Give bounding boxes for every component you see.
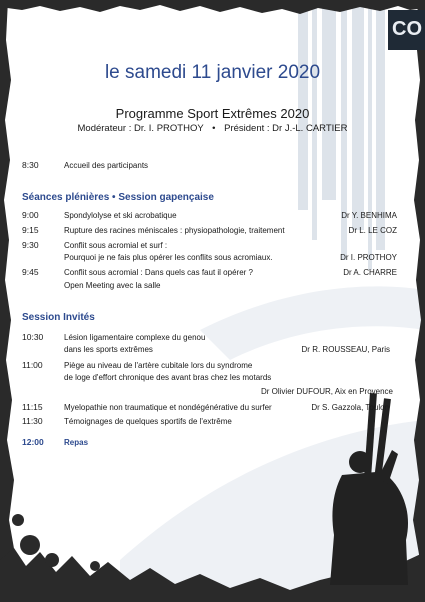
agenda-title: Rupture des racines méniscales : physiopathologie, traitement bbox=[64, 226, 285, 235]
opening-title: Accueil des participants bbox=[64, 161, 149, 170]
agenda-time: 11:15 bbox=[22, 402, 43, 412]
agenda-title-line2: Open Meeting avec la salle bbox=[64, 281, 161, 290]
corner-logo-text: CO bbox=[392, 18, 422, 40]
agenda-time: 11:00 bbox=[22, 360, 43, 370]
agenda-title: Lésion ligamentaire complexe du genou bbox=[64, 333, 206, 342]
agenda-time: 9:45 bbox=[22, 267, 39, 277]
agenda-title: Spondylolyse et ski acrobatique bbox=[64, 211, 177, 220]
opening-time: 8:30 bbox=[22, 160, 39, 170]
skier-silhouette bbox=[330, 393, 408, 585]
lunch-time: 12:00 bbox=[22, 437, 44, 447]
agenda-title: Conflit sous acromial : Dans quels cas faut il opérer ? bbox=[64, 268, 253, 277]
agenda-speaker: Dr A. CHARRE bbox=[343, 268, 397, 277]
agenda-time: 9:15 bbox=[22, 225, 39, 235]
section-heading-guests: Session Invités bbox=[22, 312, 95, 323]
agenda-speaker: Dr Olivier DUFOUR, Aix en Provence bbox=[260, 387, 393, 396]
grunge-left bbox=[0, 0, 16, 602]
agenda-title-line2: Pourquoi je ne fais plus opérer les conflits sous acromiaux. bbox=[64, 253, 273, 262]
agenda-title-line2: de loge d'effort chronique des avant bras chez les motards bbox=[64, 373, 272, 382]
moderator: Modérateur : Dr. I. PROTHOY bbox=[77, 123, 204, 134]
agenda-speaker: Dr S. Gazzola, Toulon bbox=[311, 403, 389, 412]
agenda-speaker: Dr Y. BENHIMA bbox=[341, 211, 397, 220]
agenda-title: Piège au niveau de l'artère cubitale lors du syndrome bbox=[64, 361, 253, 370]
agenda-time: 9:00 bbox=[22, 210, 39, 220]
agenda-time: 9:30 bbox=[22, 240, 39, 250]
agenda-title: Conflit sous acromial et surf : bbox=[64, 241, 168, 250]
agenda-time: 10:30 bbox=[22, 332, 44, 342]
date-title: le samedi 11 janvier 2020 bbox=[104, 62, 321, 83]
president: Président : Dr J.-L. CARTIER bbox=[224, 123, 348, 134]
agenda-speaker: Dr R. ROUSSEAU, Paris bbox=[301, 345, 390, 354]
agenda-time: 11:30 bbox=[22, 416, 43, 426]
agenda-title: Myelopathie non traumatique et nondégénérative du surfer bbox=[64, 403, 272, 412]
program-title: Programme Sport Extrêmes 2020 bbox=[115, 106, 310, 121]
lunch-title: Repas bbox=[64, 438, 89, 447]
separator-bullet: • bbox=[212, 123, 216, 134]
moderators-line bbox=[0, 123, 425, 134]
grunge-blotches bbox=[12, 514, 100, 571]
agenda-speaker: Dr I. PROTHOY bbox=[340, 253, 397, 262]
agenda-title-line2: dans les sports extrêmes bbox=[64, 345, 153, 354]
section-heading-plenary: Séances plénières • Session gapençaise bbox=[22, 192, 214, 203]
agenda-title: Témoignages de quelques sportifs de l'extrême bbox=[64, 417, 232, 426]
agenda-speaker: Dr L. LE COZ bbox=[348, 226, 397, 235]
